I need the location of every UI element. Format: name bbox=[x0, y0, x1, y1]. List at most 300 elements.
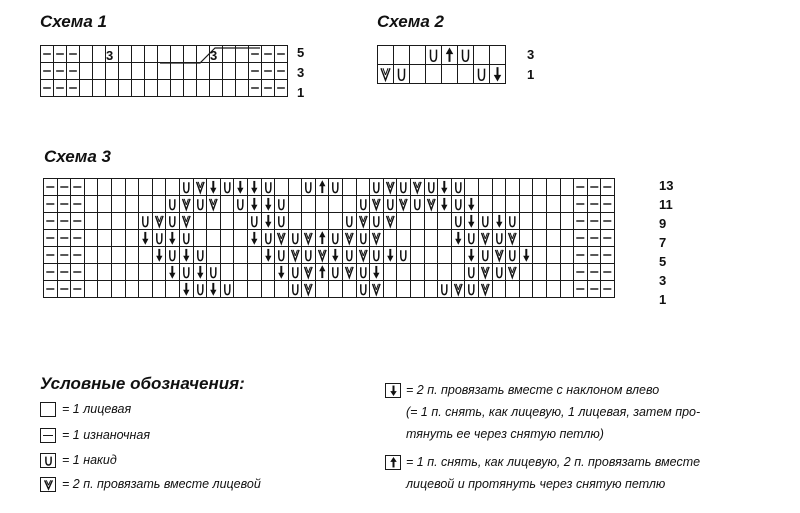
knit-cell bbox=[223, 80, 236, 97]
chart-row bbox=[44, 247, 615, 264]
purl-dash-icon bbox=[67, 63, 79, 79]
yarn-over-cell bbox=[343, 213, 357, 230]
knit-two-together-icon bbox=[378, 65, 393, 83]
knit-two-together-cell bbox=[356, 247, 370, 264]
knit-cell bbox=[451, 247, 465, 264]
decrease-left-arrow-cell bbox=[451, 230, 465, 247]
decrease-left-arrow-cell bbox=[247, 230, 261, 247]
yarn-over-cell bbox=[506, 213, 520, 230]
yarn-over-cell bbox=[261, 179, 275, 196]
knit-cell bbox=[210, 80, 223, 97]
purl-dash-cell bbox=[57, 213, 71, 230]
legend-yarn-over-text: = 1 накид bbox=[62, 453, 117, 467]
central-decrease-arrow-cell bbox=[315, 264, 329, 281]
decrease-left-arrow-icon bbox=[194, 264, 207, 280]
purl-dash-icon bbox=[44, 213, 57, 229]
decrease-left-arrow-icon bbox=[166, 230, 179, 246]
knit-cell bbox=[479, 196, 493, 213]
knit-cell bbox=[84, 247, 98, 264]
purl-dash-icon bbox=[275, 80, 287, 96]
purl-dash-icon bbox=[262, 80, 274, 96]
decrease-left-arrow-cell bbox=[275, 264, 289, 281]
scheme3-row-3: 3 bbox=[659, 273, 667, 288]
yarn-over-cell bbox=[451, 213, 465, 230]
knit-cell bbox=[171, 80, 184, 97]
knit-cell bbox=[533, 264, 547, 281]
scheme3-title: Схема 3 bbox=[44, 147, 111, 166]
purl-dash-icon bbox=[601, 264, 614, 280]
decrease-left-arrow-cell bbox=[438, 196, 452, 213]
decrease-left-arrow-icon bbox=[166, 264, 179, 280]
purl-dash-icon bbox=[58, 213, 71, 229]
purl-dash-icon bbox=[44, 230, 57, 246]
purl-dash-icon bbox=[601, 179, 614, 195]
central-decrease-arrow-cell bbox=[315, 230, 329, 247]
yarn-over-cell bbox=[275, 247, 289, 264]
knit-cell bbox=[210, 63, 223, 80]
decrease-left-arrow-icon bbox=[465, 196, 478, 212]
yarn-over-icon bbox=[166, 247, 179, 263]
knit-cell bbox=[84, 196, 98, 213]
scheme3-row-1: 1 bbox=[659, 292, 667, 307]
knit-cell bbox=[519, 213, 533, 230]
purl-dash-icon bbox=[58, 247, 71, 263]
chart-row bbox=[44, 264, 615, 281]
purl-dash-cell bbox=[574, 179, 588, 196]
purl-dash-cell bbox=[262, 80, 275, 97]
yarn-over-icon bbox=[465, 230, 478, 246]
purl-dash-icon bbox=[44, 179, 57, 195]
knit-cell bbox=[411, 264, 425, 281]
knit-cell bbox=[80, 80, 93, 97]
purl-dash-cell bbox=[57, 264, 71, 281]
scheme1-cable-right-label: 3 bbox=[210, 48, 218, 63]
decrease-left-arrow-icon bbox=[248, 196, 261, 212]
purl-dash-icon bbox=[262, 63, 274, 79]
legend-purl-symbol bbox=[40, 428, 56, 443]
chart-row bbox=[44, 196, 615, 213]
scheme1-chart bbox=[40, 45, 288, 97]
yarn-over-cell bbox=[479, 213, 493, 230]
knit-cell bbox=[424, 213, 438, 230]
yarn-over-cell bbox=[492, 230, 506, 247]
knit-cell bbox=[166, 281, 180, 298]
yarn-over-icon bbox=[452, 179, 465, 195]
knit-cell bbox=[139, 196, 153, 213]
purl-dash-icon bbox=[54, 46, 66, 62]
yarn-over-icon bbox=[180, 230, 193, 246]
yarn-over-icon bbox=[275, 196, 288, 212]
knit-cell bbox=[80, 46, 93, 63]
purl-dash-icon bbox=[574, 213, 587, 229]
knit-cell bbox=[106, 80, 119, 97]
decrease-left-arrow-icon bbox=[465, 213, 478, 229]
knit-cell bbox=[288, 196, 302, 213]
purl-dash-cell bbox=[44, 264, 58, 281]
yarn-over-cell bbox=[166, 213, 180, 230]
knit-two-together-cell bbox=[193, 179, 207, 196]
yarn-over-icon bbox=[207, 264, 220, 280]
decrease-left-arrow-cell bbox=[438, 179, 452, 196]
knit-cell bbox=[519, 264, 533, 281]
yarn-over-icon bbox=[329, 230, 342, 246]
yarn-over-icon bbox=[194, 281, 207, 297]
yarn-over-icon bbox=[166, 196, 179, 212]
yarn-over-icon bbox=[329, 179, 342, 195]
knit-cell bbox=[193, 213, 207, 230]
purl-dash-icon bbox=[275, 63, 287, 79]
decrease-left-arrow-cell bbox=[139, 230, 153, 247]
knit-cell bbox=[111, 179, 125, 196]
decrease-left-arrow-icon bbox=[207, 179, 220, 195]
knit-cell bbox=[533, 281, 547, 298]
knit-cell bbox=[410, 46, 426, 65]
purl-dash-icon bbox=[588, 196, 601, 212]
knit-cell bbox=[80, 63, 93, 80]
yarn-over-icon bbox=[275, 247, 288, 263]
purl-dash-icon bbox=[574, 247, 587, 263]
purl-dash-icon bbox=[67, 80, 79, 96]
yarn-over-cell bbox=[302, 247, 316, 264]
purl-dash-cell bbox=[44, 230, 58, 247]
yarn-over-icon bbox=[248, 213, 261, 229]
knit-cell bbox=[111, 281, 125, 298]
scheme1-row-1: 1 bbox=[297, 85, 305, 100]
decrease-left-arrow-cell bbox=[465, 196, 479, 213]
knit-cell bbox=[411, 213, 425, 230]
decrease-left-arrow-icon bbox=[248, 230, 261, 246]
purl-dash-cell bbox=[54, 63, 67, 80]
yarn-over-cell bbox=[193, 247, 207, 264]
yarn-over-cell bbox=[438, 281, 452, 298]
purl-dash-cell bbox=[587, 179, 601, 196]
central-decrease-arrow-icon bbox=[387, 456, 400, 469]
knit-two-together-icon bbox=[370, 281, 383, 297]
knit-cell bbox=[152, 264, 166, 281]
yarn-over-cell bbox=[394, 65, 410, 84]
decrease-left-arrow-cell bbox=[370, 264, 384, 281]
knit-cell bbox=[438, 264, 452, 281]
knit-two-together-cell bbox=[315, 247, 329, 264]
knit-cell bbox=[560, 213, 574, 230]
knit-cell bbox=[125, 281, 139, 298]
decrease-left-arrow-cell bbox=[234, 179, 248, 196]
purl-dash-cell bbox=[54, 46, 67, 63]
chart-row bbox=[41, 63, 288, 80]
scheme1-row-3: 3 bbox=[297, 65, 305, 80]
decrease-left-arrow-icon bbox=[262, 213, 275, 229]
knit-cell bbox=[234, 281, 248, 298]
yarn-over-cell bbox=[343, 247, 357, 264]
knit-cell bbox=[152, 179, 166, 196]
knit-cell bbox=[343, 179, 357, 196]
knit-cell bbox=[207, 247, 221, 264]
purl-dash-icon bbox=[58, 196, 71, 212]
knit-two-together-cell bbox=[179, 196, 193, 213]
knit-cell bbox=[207, 230, 221, 247]
purl-dash-icon bbox=[67, 46, 79, 62]
yarn-over-icon bbox=[221, 281, 234, 297]
purl-dash-cell bbox=[574, 213, 588, 230]
knit-two-together-icon bbox=[302, 264, 315, 280]
purl-dash-cell bbox=[44, 179, 58, 196]
knit-cell bbox=[479, 179, 493, 196]
knit-two-together-cell bbox=[207, 196, 221, 213]
decrease-left-arrow-icon bbox=[438, 196, 451, 212]
knit-cell bbox=[490, 46, 506, 65]
purl-dash-icon bbox=[71, 264, 84, 280]
yarn-over-icon bbox=[397, 247, 410, 263]
knit-two-together-icon bbox=[384, 213, 397, 229]
chart-row bbox=[378, 46, 506, 65]
purl-dash-icon bbox=[249, 80, 261, 96]
decrease-left-arrow-icon bbox=[520, 247, 533, 263]
knit-cell bbox=[158, 80, 171, 97]
scheme3-row-5: 5 bbox=[659, 254, 667, 269]
decrease-left-arrow-icon bbox=[262, 247, 275, 263]
scheme1-title: Схема 1 bbox=[40, 12, 107, 31]
yarn-over-icon bbox=[384, 196, 397, 212]
purl-dash-icon bbox=[588, 264, 601, 280]
chart-row bbox=[378, 65, 506, 84]
knit-cell bbox=[93, 46, 106, 63]
knit-cell bbox=[560, 179, 574, 196]
legend-knit-text: = 1 лицевая bbox=[62, 402, 132, 416]
knit-cell bbox=[438, 247, 452, 264]
knit-two-together-cell bbox=[275, 230, 289, 247]
yarn-over-icon bbox=[302, 247, 315, 263]
legend-k2tog-text: = 2 п. провязать вместе лицевой bbox=[62, 477, 261, 491]
legend-ssk-text-line3: тянуть ее через снятую петлю) bbox=[406, 427, 604, 441]
purl-dash-cell bbox=[587, 247, 601, 264]
purl-dash-cell bbox=[601, 179, 615, 196]
yarn-over-icon bbox=[357, 196, 370, 212]
knit-two-together-icon bbox=[302, 281, 315, 297]
chart-row bbox=[44, 230, 615, 247]
knit-cell bbox=[424, 281, 438, 298]
dash-icon bbox=[43, 435, 53, 437]
purl-dash-icon bbox=[41, 46, 53, 62]
knit-two-together-icon bbox=[180, 196, 193, 212]
yarn-over-icon bbox=[357, 264, 370, 280]
legend-ssk-text-line2: (= 1 п. снять, как лицевую, 1 лицевая, затем про- bbox=[406, 405, 701, 419]
decrease-left-arrow-cell bbox=[247, 179, 261, 196]
purl-dash-icon bbox=[588, 247, 601, 263]
purl-dash-icon bbox=[71, 213, 84, 229]
yarn-over-cell bbox=[383, 196, 397, 213]
knit-cell bbox=[383, 281, 397, 298]
yarn-over-icon bbox=[397, 179, 410, 195]
knit-cell bbox=[125, 264, 139, 281]
purl-dash-cell bbox=[275, 63, 288, 80]
yarn-over-cell bbox=[288, 230, 302, 247]
knit-two-together-icon bbox=[289, 247, 302, 263]
purl-dash-icon bbox=[574, 179, 587, 195]
knit-cell bbox=[93, 63, 106, 80]
knit-cell bbox=[234, 264, 248, 281]
yarn-over-cell bbox=[288, 264, 302, 281]
knit-cell bbox=[533, 196, 547, 213]
purl-dash-icon bbox=[574, 281, 587, 297]
purl-dash-cell bbox=[587, 213, 601, 230]
knit-cell bbox=[560, 281, 574, 298]
knit-cell bbox=[356, 179, 370, 196]
purl-dash-icon bbox=[54, 80, 66, 96]
yarn-over-cell bbox=[152, 230, 166, 247]
yarn-over-icon bbox=[394, 65, 409, 83]
knit-cell bbox=[145, 46, 158, 63]
knit-two-together-cell bbox=[370, 281, 384, 298]
purl-dash-cell bbox=[574, 264, 588, 281]
knit-cell bbox=[288, 179, 302, 196]
knit-two-together-icon bbox=[357, 213, 370, 229]
yarn-over-icon bbox=[139, 213, 152, 229]
yarn-over-cell bbox=[451, 179, 465, 196]
yarn-over-icon bbox=[465, 264, 478, 280]
yarn-over-icon bbox=[180, 264, 193, 280]
decrease-left-arrow-icon bbox=[207, 281, 220, 297]
purl-dash-icon bbox=[44, 264, 57, 280]
purl-dash-cell bbox=[587, 196, 601, 213]
knit-two-together-icon bbox=[42, 478, 55, 491]
knit-cell bbox=[184, 63, 197, 80]
yarn-over-cell bbox=[356, 196, 370, 213]
yarn-over-icon bbox=[357, 230, 370, 246]
purl-dash-icon bbox=[71, 247, 84, 263]
purl-dash-cell bbox=[262, 63, 275, 80]
knit-cell bbox=[261, 281, 275, 298]
decrease-left-arrow-icon bbox=[180, 247, 193, 263]
yarn-over-icon bbox=[262, 230, 275, 246]
knit-cell bbox=[236, 63, 249, 80]
scheme1-row-5: 5 bbox=[297, 45, 305, 60]
knit-cell bbox=[220, 196, 234, 213]
yarn-over-cell bbox=[275, 213, 289, 230]
knit-cell bbox=[125, 230, 139, 247]
decrease-left-arrow-icon bbox=[387, 384, 400, 397]
legend-cdd-symbol bbox=[385, 455, 401, 470]
yarn-over-icon bbox=[506, 247, 519, 263]
yarn-over-icon bbox=[458, 46, 473, 64]
yarn-over-icon bbox=[275, 213, 288, 229]
knit-cell bbox=[343, 281, 357, 298]
decrease-left-arrow-icon bbox=[329, 247, 342, 263]
knit-cell bbox=[125, 179, 139, 196]
knit-two-together-cell bbox=[356, 213, 370, 230]
yarn-over-icon bbox=[370, 247, 383, 263]
knit-cell bbox=[546, 213, 560, 230]
purl-dash-icon bbox=[601, 196, 614, 212]
knit-cell bbox=[397, 213, 411, 230]
purl-dash-icon bbox=[58, 179, 71, 195]
purl-dash-cell bbox=[601, 230, 615, 247]
yarn-over-icon bbox=[474, 65, 489, 83]
knit-two-together-cell bbox=[179, 213, 193, 230]
knit-cell bbox=[236, 80, 249, 97]
legend-knit-symbol bbox=[40, 402, 56, 417]
yarn-over-icon bbox=[289, 230, 302, 246]
decrease-left-arrow-cell bbox=[492, 213, 506, 230]
knit-cell bbox=[98, 230, 112, 247]
purl-dash-cell bbox=[57, 247, 71, 264]
yarn-over-cell bbox=[426, 46, 442, 65]
decrease-left-arrow-cell bbox=[383, 247, 397, 264]
decrease-left-arrow-icon bbox=[493, 213, 506, 229]
yarn-over-cell bbox=[329, 179, 343, 196]
decrease-left-arrow-icon bbox=[490, 65, 505, 83]
yarn-over-cell bbox=[451, 196, 465, 213]
knit-cell bbox=[560, 247, 574, 264]
knit-two-together-cell bbox=[152, 213, 166, 230]
knit-two-together-icon bbox=[479, 281, 492, 297]
knit-cell bbox=[139, 281, 153, 298]
purl-dash-icon bbox=[574, 196, 587, 212]
knit-cell bbox=[152, 196, 166, 213]
yarn-over-icon bbox=[425, 179, 438, 195]
knit-cell bbox=[546, 196, 560, 213]
knit-cell bbox=[560, 264, 574, 281]
scheme3-grid bbox=[43, 178, 615, 298]
purl-dash-cell bbox=[71, 179, 85, 196]
yarn-over-cell bbox=[465, 230, 479, 247]
knit-cell bbox=[519, 179, 533, 196]
purl-dash-cell bbox=[44, 247, 58, 264]
knit-cell bbox=[247, 281, 261, 298]
knit-cell bbox=[329, 281, 343, 298]
knit-cell bbox=[302, 196, 316, 213]
yarn-over-icon bbox=[438, 281, 451, 297]
knit-two-together-icon bbox=[370, 196, 383, 212]
knit-cell bbox=[492, 179, 506, 196]
yarn-over-cell bbox=[288, 281, 302, 298]
yarn-over-icon bbox=[329, 264, 342, 280]
knit-two-together-icon bbox=[153, 213, 166, 229]
knit-cell bbox=[84, 179, 98, 196]
yarn-over-icon bbox=[493, 230, 506, 246]
knit-cell bbox=[465, 179, 479, 196]
central-decrease-arrow-cell bbox=[315, 179, 329, 196]
chart-row bbox=[44, 213, 615, 230]
knit-two-together-icon bbox=[302, 230, 315, 246]
yarn-over-icon bbox=[370, 213, 383, 229]
knit-cell bbox=[442, 65, 458, 84]
purl-dash-icon bbox=[601, 247, 614, 263]
knit-cell bbox=[288, 213, 302, 230]
knit-two-together-icon bbox=[343, 230, 356, 246]
knit-two-together-icon bbox=[493, 247, 506, 263]
yarn-over-icon bbox=[262, 179, 275, 195]
knit-two-together-icon bbox=[397, 196, 410, 212]
knit-cell bbox=[546, 264, 560, 281]
scheme3-row-13: 13 bbox=[659, 178, 674, 193]
purl-dash-cell bbox=[41, 46, 54, 63]
scheme3-row-9: 9 bbox=[659, 216, 667, 231]
purl-dash-cell bbox=[574, 196, 588, 213]
decrease-left-arrow-icon bbox=[384, 247, 397, 263]
chart-row bbox=[44, 179, 615, 196]
yarn-over-cell bbox=[465, 264, 479, 281]
legend-ssk-text-line1: = 2 п. провязать вместе с наклоном влево bbox=[406, 383, 660, 397]
knit-cell bbox=[132, 46, 145, 63]
yarn-over-cell bbox=[329, 264, 343, 281]
knit-cell bbox=[302, 213, 316, 230]
yarn-over-icon bbox=[479, 213, 492, 229]
knit-cell bbox=[533, 247, 547, 264]
yarn-over-cell bbox=[166, 196, 180, 213]
knit-cell bbox=[424, 230, 438, 247]
purl-dash-cell bbox=[57, 179, 71, 196]
purl-dash-cell bbox=[44, 281, 58, 298]
